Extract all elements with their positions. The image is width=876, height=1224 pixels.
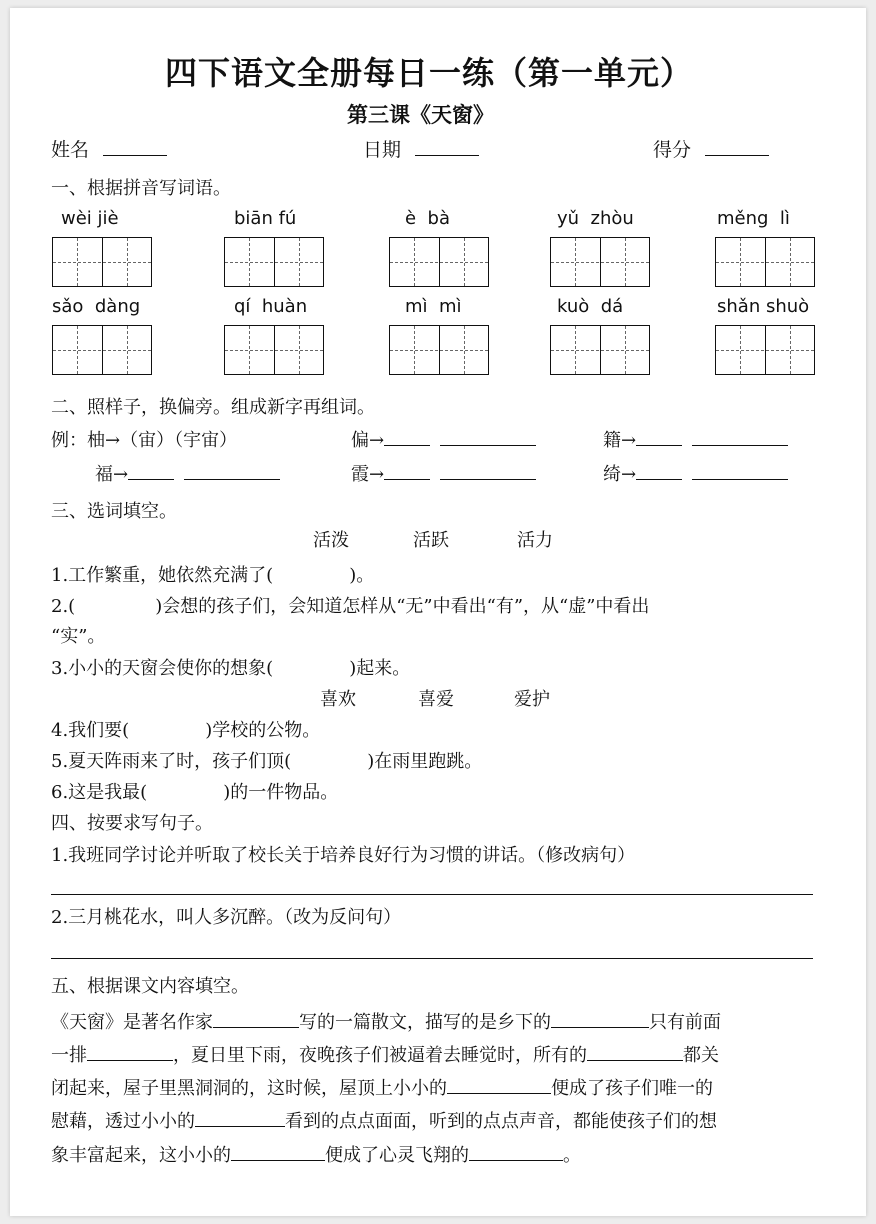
fill-blank[interactable] <box>231 1142 325 1161</box>
word-blank[interactable] <box>440 461 536 480</box>
fill-blank[interactable] <box>551 1009 649 1028</box>
question-3 <box>51 654 410 680</box>
section2-heading: 二、照样子，换偏旁。组成新字再组词。 <box>51 397 375 418</box>
pinyin-label: qí huàn <box>234 296 308 317</box>
passage-line <box>51 1041 719 1067</box>
passage-text: 《天窗》是著名作家 <box>51 1012 213 1033</box>
pinyin-label: è bà <box>405 208 450 229</box>
passage-text: 慰藉，透过小小的 <box>51 1111 195 1132</box>
sentence-task-1: 1.我班同学讨论并听取了校长关于培养良好行为习惯的讲话。（修改病句） <box>51 845 636 866</box>
pinyin-label: měng lì <box>717 208 790 229</box>
radical-char: 绮→ <box>603 464 637 485</box>
passage-text: 便成了孩子们唯一的 <box>551 1078 713 1099</box>
example-char: 柚→ <box>87 430 121 451</box>
passage-text: 便成了心灵飞翔的 <box>325 1145 469 1166</box>
pinyin-label: yǔ zhòu <box>557 208 634 229</box>
word-choice: 喜欢 <box>320 689 356 710</box>
char-blank[interactable] <box>636 427 682 446</box>
pinyin-label: shǎn shuò <box>717 296 810 317</box>
char-blank[interactable] <box>636 461 682 480</box>
fill-blank[interactable] <box>587 1042 683 1061</box>
section5-heading: 五、根据课文内容填空。 <box>51 976 249 997</box>
passage-text: 看到的点点面面，听到的点点声音，都能使孩子们的想 <box>285 1111 717 1132</box>
word-blank[interactable] <box>440 427 536 446</box>
word-choice: 活泼 <box>313 530 349 551</box>
passage-text: 闭起来，屋子里黑洞洞的，这时候，屋顶上小小的 <box>51 1078 447 1099</box>
answer-line[interactable] <box>51 958 813 959</box>
score-label: 得分 <box>653 139 692 161</box>
passage-text: 象丰富起来，这小小的 <box>51 1145 231 1166</box>
question-text: )起来。 <box>349 658 411 679</box>
writing-grid[interactable] <box>715 237 815 287</box>
word-choice: 爱护 <box>514 689 550 710</box>
char-blank[interactable] <box>384 461 430 480</box>
question-text: )学校的公物。 <box>205 720 321 741</box>
word-choice: 活跃 <box>413 530 449 551</box>
passage-line <box>51 1107 717 1133</box>
passage-line <box>51 1074 713 1100</box>
question-2-cont: “实”。 <box>51 626 106 647</box>
radical-item <box>95 460 280 486</box>
question-text: 5.夏天阵雨来了时，孩子们顶( <box>51 751 292 772</box>
worksheet-page <box>10 8 866 1216</box>
word-choice: 活力 <box>517 530 553 551</box>
writing-grid[interactable] <box>715 325 815 375</box>
radical-char: 籍→ <box>603 430 637 451</box>
score-field <box>653 135 769 162</box>
word-blank[interactable] <box>692 461 788 480</box>
question-text: 1.工作繁重，她依然充满了( <box>51 565 274 586</box>
date-blank[interactable] <box>415 136 479 156</box>
page-title: 四下语文全册每日一练（第一单元） <box>165 54 694 92</box>
fill-blank[interactable] <box>447 1075 551 1094</box>
char-blank[interactable] <box>384 427 430 446</box>
sentence-task-2: 2.三月桃花水，叫人多沉醉。（改为反问句） <box>51 907 402 928</box>
question-text: 6.这是我最( <box>51 782 148 803</box>
writing-grid[interactable] <box>389 237 489 287</box>
question-5 <box>51 747 482 773</box>
radical-char: 福→ <box>95 464 129 485</box>
fill-blank[interactable] <box>195 1108 285 1127</box>
radical-char: 偏→ <box>351 430 385 451</box>
passage-text: 一排 <box>51 1045 87 1066</box>
example-answer-char: （宙） <box>120 430 175 451</box>
section1-heading: 一、根据拼音写词语。 <box>51 178 231 199</box>
question-text: )会想的孩子们，会知道怎样从“无”中看出“有”，从“虚”中看出 <box>155 596 650 617</box>
pinyin-label: sǎo dàng <box>52 296 141 317</box>
word-blank[interactable] <box>692 427 788 446</box>
writing-grid[interactable] <box>52 237 152 287</box>
example-answer-word: （宇宙） <box>174 430 238 451</box>
radical-char: 霞→ <box>351 464 385 485</box>
char-blank[interactable] <box>128 461 174 480</box>
question-text: )。 <box>349 565 375 586</box>
question-text: )在雨里跑跳。 <box>367 751 483 772</box>
passage-text: 。 <box>563 1145 581 1166</box>
question-text: 2.( <box>51 596 76 617</box>
fill-blank[interactable] <box>87 1042 173 1061</box>
example-prefix: 例： <box>51 430 87 451</box>
writing-grid[interactable] <box>224 237 324 287</box>
pinyin-label: kuò dá <box>557 296 624 317</box>
date-field <box>363 135 479 162</box>
example-row <box>51 426 237 452</box>
radical-item <box>603 460 788 486</box>
question-text: )的一件物品。 <box>223 782 339 803</box>
question-text: 3.小小的天窗会使你的想象( <box>51 658 274 679</box>
lesson-subtitle: 第三课《天窗》 <box>347 102 494 127</box>
pinyin-label: wèi jiè <box>61 208 119 229</box>
fill-blank[interactable] <box>213 1009 299 1028</box>
radical-item <box>351 426 536 452</box>
question-2 <box>51 592 649 618</box>
pinyin-label: biān fú <box>234 208 297 229</box>
score-blank[interactable] <box>705 136 769 156</box>
question-6 <box>51 778 338 804</box>
section4-heading: 四、按要求写句子。 <box>51 813 213 834</box>
date-label: 日期 <box>363 139 402 161</box>
name-blank[interactable] <box>103 136 167 156</box>
fill-blank[interactable] <box>469 1142 563 1161</box>
radical-item <box>351 460 536 486</box>
radical-item <box>603 426 788 452</box>
answer-line[interactable] <box>51 894 813 895</box>
word-blank[interactable] <box>184 461 280 480</box>
passage-text: ，夏日里下雨，夜晚孩子们被逼着去睡觉时，所有的 <box>173 1045 587 1066</box>
passage-line <box>51 1008 721 1034</box>
name-field <box>51 135 167 162</box>
word-choice: 喜爱 <box>418 689 454 710</box>
writing-grid[interactable] <box>224 325 324 375</box>
passage-line <box>51 1141 581 1167</box>
writing-grid[interactable] <box>550 325 650 375</box>
question-4 <box>51 716 320 742</box>
passage-text: 只有前面 <box>649 1012 721 1033</box>
question-text: 4.我们要( <box>51 720 130 741</box>
writing-grid[interactable] <box>52 325 152 375</box>
writing-grid[interactable] <box>389 325 489 375</box>
passage-text: 都关 <box>683 1045 719 1066</box>
pinyin-label: mì mì <box>405 296 462 317</box>
section3-heading: 三、选词填空。 <box>51 501 177 522</box>
question-1 <box>51 561 374 587</box>
name-label: 姓名 <box>51 139 90 161</box>
writing-grid[interactable] <box>550 237 650 287</box>
passage-text: 写的一篇散文，描写的是乡下的 <box>299 1012 551 1033</box>
